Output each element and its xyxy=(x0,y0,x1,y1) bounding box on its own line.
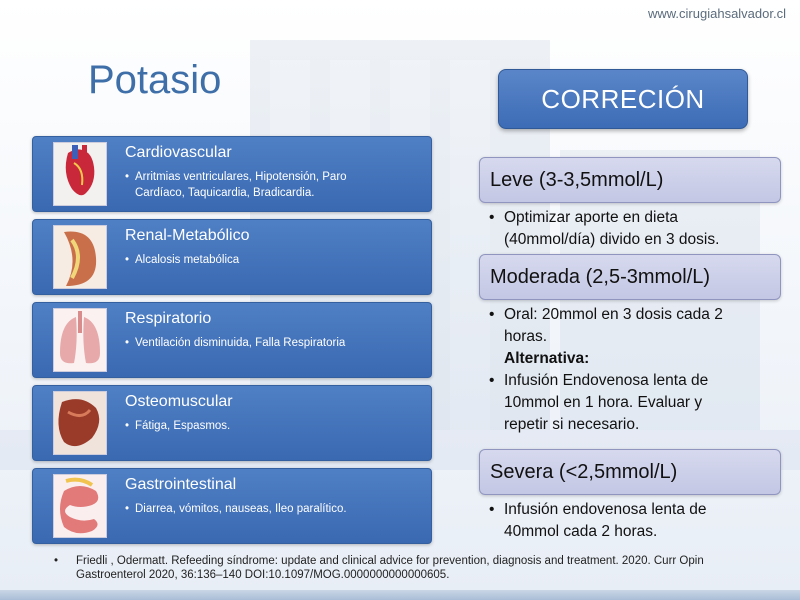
system-card-osteomuscular xyxy=(32,385,432,461)
system-description: • Arritmias ventriculares, Hipotensión, Paro Cardíaco, Taquicardia, Bradicardia. xyxy=(125,171,347,199)
severity-leve-header xyxy=(479,157,781,203)
severity-severa-header xyxy=(479,449,781,495)
system-name: Cardiovascular xyxy=(125,144,232,161)
system-card-renal xyxy=(32,219,432,295)
muscle-icon xyxy=(53,391,107,455)
site-url: www.cirugiahsalvador.cl xyxy=(647,6,786,21)
lungs-icon xyxy=(53,308,107,372)
severity-severa-treatment: • Infusión endovenosa lenta de 40mmol cada 2 horas. xyxy=(489,501,707,540)
reference-footnote: • Friedli , Odermatt. Refeeding síndrome: update and clinical advice for prevention, diagnosis and treatment. 2020. Curr Opin Gastroenterol 2020, 36:136–140 DOI:10.1097/MOG.0000000000000605. xyxy=(54,555,704,581)
page-title: Potasio xyxy=(88,58,222,102)
system-name: Osteomuscular xyxy=(125,393,233,410)
severity-leve-treatment: • Optimizar aporte en dieta (40mmol/día) divido en 3 dosis. xyxy=(489,209,720,248)
severity-moderada-header xyxy=(479,254,781,300)
severity-leve-label: Leve (3-3,5mmol/L) xyxy=(490,168,664,191)
system-description: • Alcalosis metabólica xyxy=(125,254,240,266)
kidney-icon xyxy=(53,225,107,289)
intestine-icon xyxy=(53,474,107,538)
system-description: • Ventilación disminuida, Falla Respiratoria xyxy=(125,337,346,349)
correction-header xyxy=(498,69,748,129)
system-card-cardiovascular xyxy=(32,136,432,212)
system-name: Renal-Metabólico xyxy=(125,227,250,244)
severity-moderada-label: Moderada (2,5-3mmol/L) xyxy=(490,265,711,288)
system-name: Respiratorio xyxy=(125,310,212,327)
correction-header-label: CORRECIÓN xyxy=(541,83,705,114)
heart-icon xyxy=(53,142,107,206)
alternative-label: Alternativa: xyxy=(504,350,590,367)
system-description: • Diarrea, vómitos, nauseas, Ileo paralítico. xyxy=(125,503,347,515)
severity-severa-label: Severa (<2,5mmol/L) xyxy=(490,460,678,483)
system-description: • Fátiga, Espasmos. xyxy=(125,420,231,432)
system-card-gastrointestinal xyxy=(32,468,432,544)
bottom-band xyxy=(0,590,800,600)
severity-moderada-treatment: • Oral: 20mmol en 3 dosis cada 2 horas. Alternativa: • Infusión Endovenosa lenta de 10mmol en 1 hora. Evaluar y repetir si necesario. xyxy=(489,304,789,436)
system-name: Gastrointestinal xyxy=(125,476,237,493)
system-card-respiratorio xyxy=(32,302,432,378)
